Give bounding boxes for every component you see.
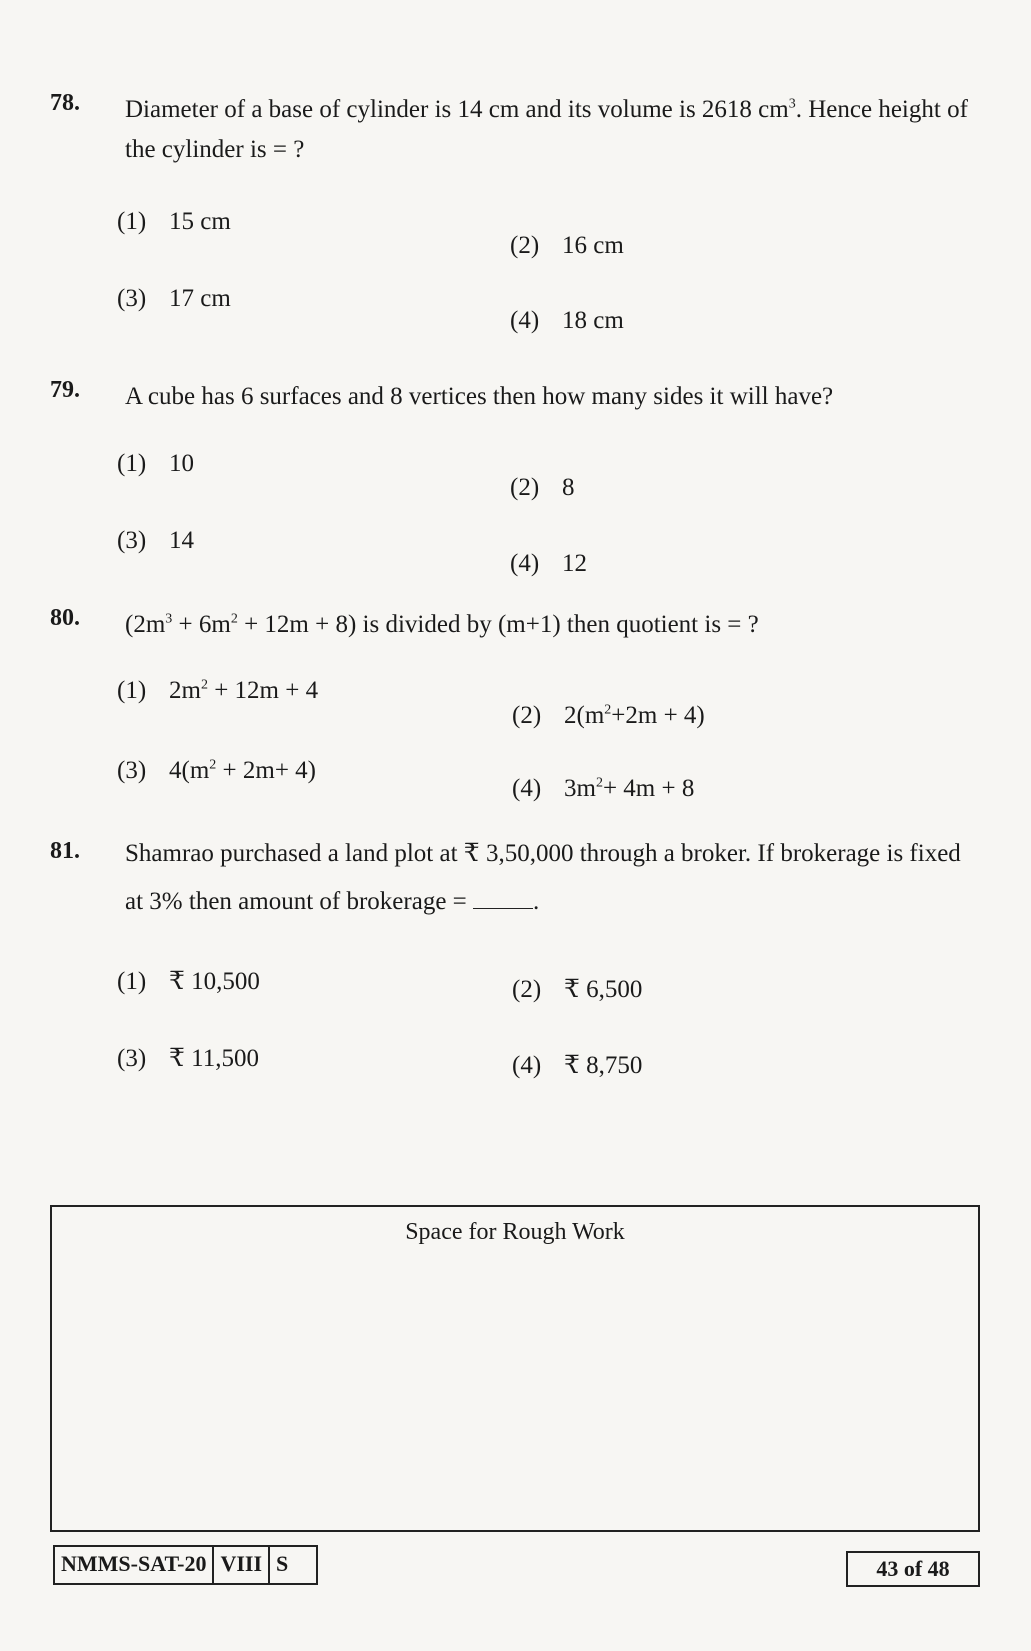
option-3[interactable]: (3) 17 cm [117, 285, 231, 312]
exam-class: VIII [214, 1547, 270, 1583]
option-1[interactable]: (1) ₹ 10,500 [117, 968, 260, 995]
option-2[interactable]: (2) 16 cm [510, 232, 624, 259]
option-1[interactable]: (1) $2m^2 + 12m + 4$ [117, 677, 319, 704]
question-number: 80. [50, 605, 80, 631]
exam-code: NMMS-SAT-20 [55, 1547, 214, 1583]
exam-code-box [53, 1545, 318, 1585]
answer-blank [473, 886, 533, 909]
question-text: A cube has 6 surfaces and 8 vertices then how many sides it will have? [125, 383, 834, 410]
option-4[interactable]: (4) 12 [510, 550, 587, 577]
rough-work-title: Space for Rough Work [405, 1219, 625, 1245]
option-2[interactable]: (2) 8 [510, 474, 575, 501]
exam-set: S [276, 1551, 289, 1576]
option-3[interactable]: (3) $4(m^2 + 2m+ 4)$ [117, 757, 317, 784]
option-4[interactable]: (4) ₹ 8,750 [512, 1052, 643, 1079]
question-number: 78. [50, 90, 80, 116]
option-2[interactable]: (2) ₹ 6,500 [512, 976, 643, 1003]
question-number: 81. [50, 838, 80, 864]
option-3[interactable]: (3) ₹ 11,500 [117, 1045, 259, 1072]
rough-work-box [50, 1205, 980, 1532]
option-1[interactable]: (1) 15 cm [117, 208, 231, 235]
page-number: 43 of 48 [846, 1551, 980, 1587]
option-1[interactable]: (1) 10 [117, 450, 194, 477]
question-text: Diameter of a base of cylinder is 14 cm and its volume is 2618 $cm^3$. Hence height of the cylinder is = ? [125, 96, 968, 163]
question-text: $(2m^3 + 6m^2 + 12m + 8)$ is divided by (m+1) then quotient is = ? [125, 611, 759, 638]
question-number: 79. [50, 377, 80, 403]
option-4[interactable]: (4) 18 cm [510, 307, 624, 334]
option-3[interactable]: (3) 14 [117, 527, 194, 554]
question-text: Shamrao purchased a land plot at ₹ 3,50,000 through a broker. If brokerage is fixed at 3% then amount of brokerage = . [125, 840, 961, 915]
option-2[interactable]: (2) $2(m^2+2m + 4)$ [512, 702, 705, 729]
option-4[interactable]: (4) $3m^2+ 4m + 8$ [512, 775, 695, 802]
